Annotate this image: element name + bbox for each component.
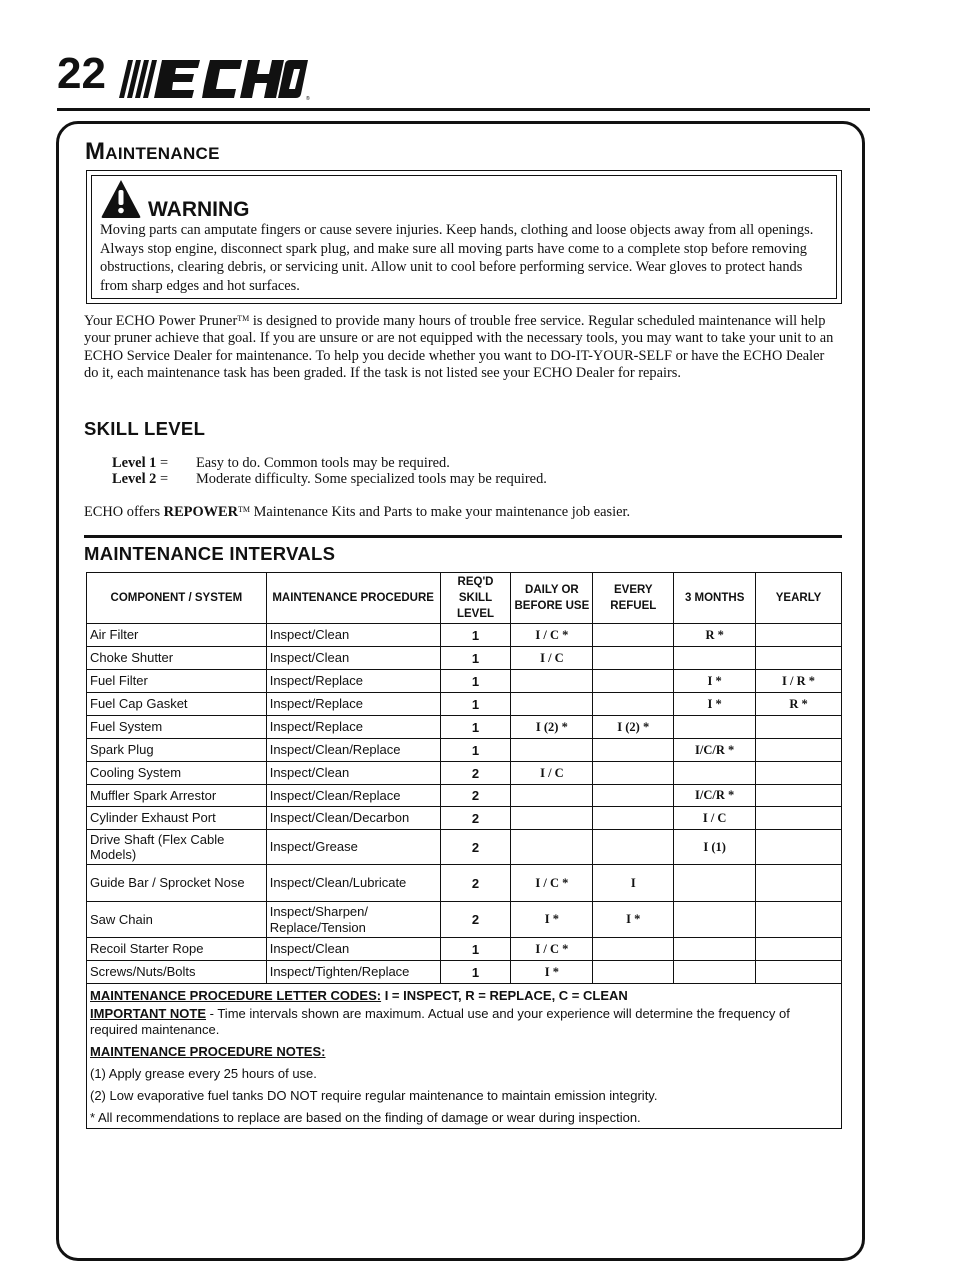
skill-level-1 [112, 455, 547, 471]
interval-cell: I / C * [511, 938, 593, 961]
component-cell: Fuel System [87, 716, 267, 739]
skill-level-cell: 1 [440, 961, 511, 984]
component-cell: Recoil Starter Rope [87, 938, 267, 961]
interval-cell: I * [674, 693, 756, 716]
interval-cell [674, 865, 756, 902]
procedure-cell: Inspect/Grease [266, 830, 440, 865]
letter-codes-label: MAINTENANCE PROCEDURE LETTER CODES: [90, 988, 382, 1003]
interval-cell: I/C/R * [674, 785, 756, 807]
procedure-cell: Inspect/Clean [266, 624, 440, 647]
interval-cell [511, 739, 593, 762]
interval-cell [674, 647, 756, 670]
skill-level-cell: 2 [440, 785, 511, 807]
level-label: Level 2 [112, 471, 157, 487]
procedure-cell: Inspect/Tighten/Replace [266, 961, 440, 984]
interval-cell [756, 938, 842, 961]
interval-cell [756, 716, 842, 739]
warning-box [86, 170, 842, 304]
procedure-cell: Inspect/Clean/Replace [266, 785, 440, 807]
table-row [87, 624, 842, 647]
table-row [87, 762, 842, 785]
column-header: 3 MONTHS [674, 573, 756, 624]
interval-cell [593, 785, 674, 807]
table-row [87, 785, 842, 807]
procedure-cell: Inspect/Clean/Replace [266, 739, 440, 762]
component-cell: Air Filter [87, 624, 267, 647]
intro-body: is designed to provide many hours of trouble free service. Regular scheduled maintenance will help your pruner achieve that goal. If you are unsure or are not equipped with the necessary tools, you may want to take your unit to an ECHO Service Dealer for maintenance. To help you decide whether you want to DO-IT-YOUR-SELF or have the ECHO Dealer do it, each maintenance task has been graded. If the task is not listed see your ECHO Dealer for repairs. [84, 313, 834, 382]
repower-offer [84, 504, 630, 521]
interval-cell [756, 830, 842, 865]
important-note-text: - Time intervals shown are maximum. Actual use and your experience will determine the frequency of required maintenance. [90, 1006, 790, 1037]
interval-cell: I / C [511, 762, 593, 785]
section-divider [84, 535, 842, 538]
component-cell: Choke Shutter [87, 647, 267, 670]
interval-cell [756, 807, 842, 830]
component-cell: Fuel Filter [87, 670, 267, 693]
skill-level-2 [112, 471, 547, 487]
interval-cell [511, 693, 593, 716]
procedure-cell: Inspect/Sharpen/ Replace/Tension [266, 902, 440, 938]
interval-cell [756, 624, 842, 647]
interval-cell [674, 938, 756, 961]
interval-cell: I / C * [511, 865, 593, 902]
interval-cell [593, 830, 674, 865]
skill-level-heading: SKILL LEVEL [84, 418, 206, 439]
interval-cell [593, 961, 674, 984]
procedure-cell: Inspect/Replace [266, 693, 440, 716]
skill-level-cell: 1 [440, 624, 511, 647]
component-cell: Spark Plug [87, 739, 267, 762]
table-row [87, 647, 842, 670]
interval-cell [593, 624, 674, 647]
interval-cell [593, 762, 674, 785]
interval-cell: I (2) * [511, 716, 593, 739]
skill-level-cell: 1 [440, 670, 511, 693]
intro-prefix: Your ECHO Power Pruner [84, 313, 238, 329]
table-row [87, 693, 842, 716]
skill-level-cell: 1 [440, 739, 511, 762]
interval-cell: I * [593, 902, 674, 938]
interval-cell [756, 762, 842, 785]
repower-brand: REPOWER [163, 504, 239, 520]
maintenance-intervals-table [86, 572, 842, 1129]
level-eq: = [156, 471, 169, 487]
interval-cell: I * [511, 961, 593, 984]
component-cell: Fuel Cap Gasket [87, 693, 267, 716]
interval-cell [593, 693, 674, 716]
level-label: Level 1 [112, 455, 157, 471]
warning-triangle-icon [100, 178, 142, 220]
interval-cell [593, 670, 674, 693]
interval-cell: R * [756, 693, 842, 716]
interval-cell [674, 716, 756, 739]
level-eq: = [156, 455, 169, 471]
interval-cell [511, 785, 593, 807]
procedure-cell: Inspect/Clean/Lubricate [266, 865, 440, 902]
letter-codes-values: I = INSPECT, R = REPLACE, C = CLEAN [381, 988, 628, 1003]
procedure-notes-label: MAINTENANCE PROCEDURE NOTES: [90, 1044, 326, 1059]
table-row [87, 670, 842, 693]
interval-cell [674, 902, 756, 938]
interval-cell [756, 785, 842, 807]
table-row [87, 961, 842, 984]
trademark: TM [237, 314, 250, 323]
interval-cell: I * [511, 902, 593, 938]
component-cell: Guide Bar / Sprocket Nose [87, 865, 267, 902]
level-description: Easy to do. Common tools may be required. [196, 455, 450, 471]
interval-cell [593, 739, 674, 762]
skill-level-cell: 2 [440, 902, 511, 938]
interval-cell: I [593, 865, 674, 902]
interval-cell: I / C [511, 647, 593, 670]
table-header-row [87, 573, 842, 624]
skill-level-cell: 2 [440, 865, 511, 902]
interval-cell: I * [674, 670, 756, 693]
component-cell: Saw Chain [87, 902, 267, 938]
interval-cell [756, 865, 842, 902]
top-rule [57, 108, 870, 111]
interval-cell: I/C/R * [674, 739, 756, 762]
column-header: EVERY REFUEL [593, 573, 674, 624]
interval-cell [756, 961, 842, 984]
note-3: * All recommendations to replace are based on the finding of damage or wear during inspection. [90, 1110, 641, 1125]
important-note-label: IMPORTANT NOTE [90, 1006, 207, 1021]
column-header: DAILY OR BEFORE USE [511, 573, 593, 624]
table-row [87, 938, 842, 961]
table-row [87, 902, 842, 938]
interval-cell: I / C * [511, 624, 593, 647]
level-description: Moderate difficulty. Some specialized tools may be required. [196, 471, 547, 487]
interval-cell [756, 739, 842, 762]
interval-cell [674, 762, 756, 785]
skill-level-cell: 2 [440, 762, 511, 785]
procedure-cell: Inspect/Clean/Decarbon [266, 807, 440, 830]
svg-text:®: ® [306, 96, 310, 102]
trademark: TM [238, 505, 251, 514]
table-row [87, 739, 842, 762]
column-header: YEARLY [756, 573, 842, 624]
column-header: COMPONENT / SYSTEM [87, 573, 267, 624]
interval-cell [593, 647, 674, 670]
interval-cell [511, 807, 593, 830]
table-row [87, 865, 842, 902]
interval-cell [674, 961, 756, 984]
procedure-cell: Inspect/Clean [266, 647, 440, 670]
skill-level-cell: 1 [440, 693, 511, 716]
table-row [87, 716, 842, 739]
intro-paragraph [84, 310, 834, 383]
skill-level-cell: 2 [440, 830, 511, 865]
interval-cell: I (1) [674, 830, 756, 865]
interval-cell [593, 807, 674, 830]
interval-cell: I (2) * [593, 716, 674, 739]
skill-level-list [112, 455, 547, 487]
note-1: (1) Apply grease every 25 hours of use. [90, 1066, 317, 1081]
procedure-cell: Inspect/Replace [266, 716, 440, 739]
skill-level-cell: 1 [440, 647, 511, 670]
interval-cell: I / C [674, 807, 756, 830]
warning-text: Moving parts can amputate fingers or cause severe injuries. Keep hands, clothing and loose objects away from all openings. Always stop engine, disconnect spark plug, and make sure all moving parts have come to a complete stop before removing obstructions, clearing debris, or servicing unit. Allow unit to cool before performing service. Wear gloves to protect hands from sharp edges and hot surfaces. [100, 222, 814, 294]
table-row [87, 807, 842, 830]
component-cell: Drive Shaft (Flex Cable Models) [87, 830, 267, 865]
page-number: 22 [57, 49, 106, 98]
component-cell: Muffler Spark Arrestor [87, 785, 267, 807]
table-notes [87, 984, 842, 1129]
offer-prefix: ECHO offers [84, 504, 164, 520]
skill-level-cell: 2 [440, 807, 511, 830]
warning-title: WARNING [148, 198, 250, 221]
column-header: MAINTENANCE PROCEDURE [266, 573, 440, 624]
skill-level-cell: 1 [440, 938, 511, 961]
column-header: REQ'D SKILL LEVEL [440, 573, 511, 624]
component-cell: Screws/Nuts/Bolts [87, 961, 267, 984]
section-title: Maintenance [85, 138, 220, 165]
interval-cell [756, 647, 842, 670]
procedure-cell: Inspect/Clean [266, 762, 440, 785]
maintenance-intervals-heading: MAINTENANCE INTERVALS [84, 543, 336, 564]
component-cell: Cooling System [87, 762, 267, 785]
procedure-cell: Inspect/Replace [266, 670, 440, 693]
interval-cell [511, 670, 593, 693]
interval-cell [593, 938, 674, 961]
note-2: (2) Low evaporative fuel tanks DO NOT require regular maintenance to maintain emission integrity. [90, 1088, 658, 1103]
interval-cell: R * [674, 624, 756, 647]
echo-logo [118, 56, 310, 102]
skill-level-cell: 1 [440, 716, 511, 739]
interval-cell: I / R * [756, 670, 842, 693]
interval-cell [756, 902, 842, 938]
component-cell: Cylinder Exhaust Port [87, 807, 267, 830]
table-row [87, 830, 842, 865]
procedure-cell: Inspect/Clean [266, 938, 440, 961]
interval-cell [511, 830, 593, 865]
offer-suffix: Maintenance Kits and Parts to make your maintenance job easier. [250, 504, 631, 520]
